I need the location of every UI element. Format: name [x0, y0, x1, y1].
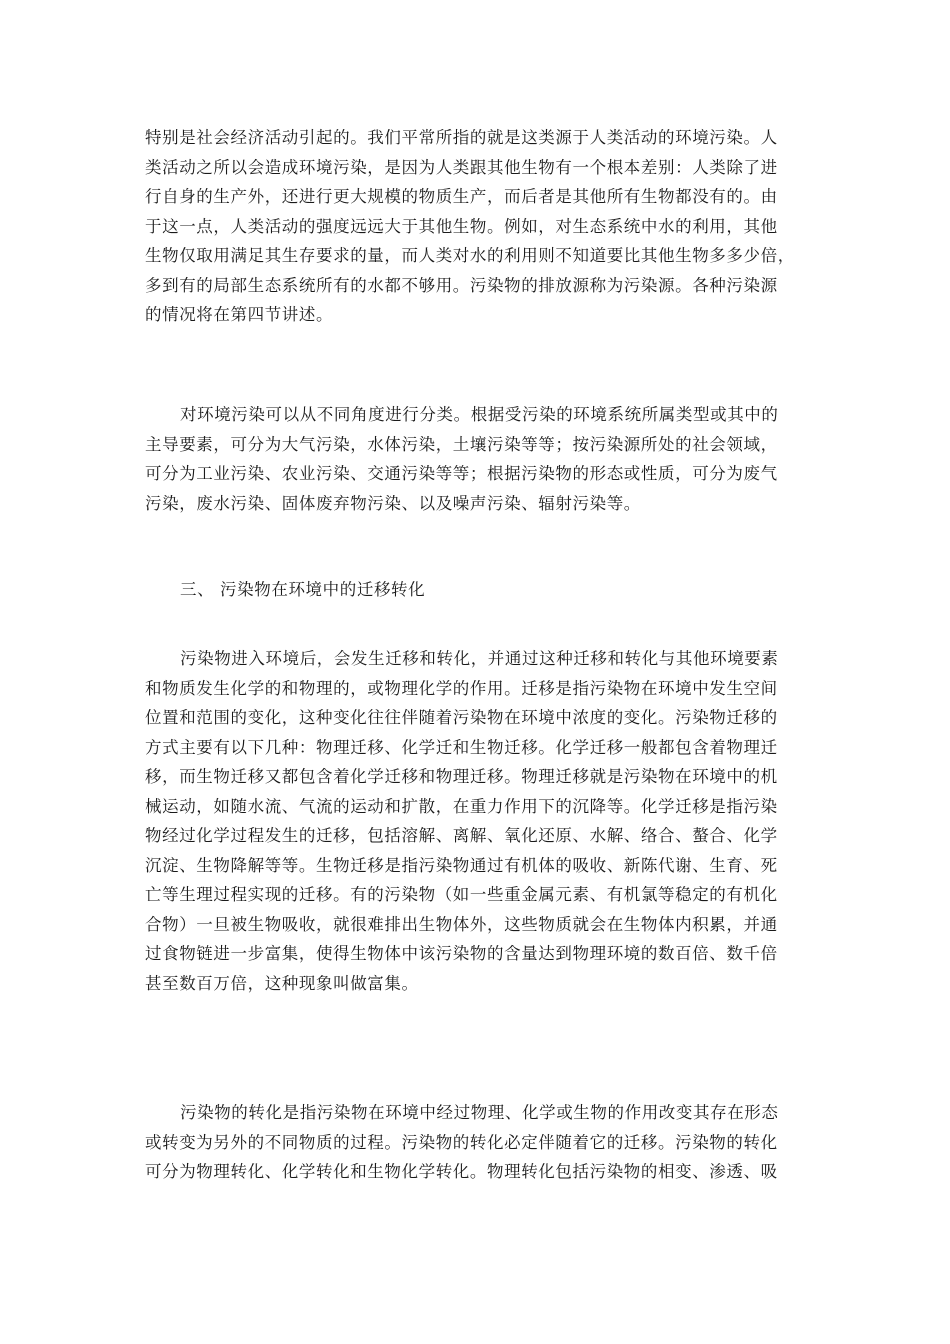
text-line: 过食物链进一步富集，使得生物体中该污染物的含量达到物理环境的数百倍、数千倍 [145, 944, 778, 963]
text-line: 的情况将在第四节讲述。 [145, 305, 334, 324]
text-line: 械运动，如随水流、气流的运动和扩散，在重力作用下的沉降等。化学迁移是指污染 [145, 796, 778, 816]
text-line: 沉淀、生物降解等等。生物迁移是指污染物通过有机体的吸收、新陈代谢、生育、死 [145, 855, 778, 875]
text-line: 行自身的生产外，还进行更大规模的物质生产，而后者是其他所有生物都没有的。由 [145, 187, 778, 206]
section-heading-text: 三、 污染物在环境中的迁移转化 [180, 580, 426, 599]
text-line: 生物仅取用满足其生存要求的量，而人类对水的利用则不知道要比其他生物多多少倍， [145, 246, 795, 265]
text-line: 和物质发生化学的和物理的，或物理化学的作用。迁移是指污染物在环境中发生空间 [145, 678, 778, 698]
text-line: 主导要素，可分为大气污染，水体污染，土壤污染等等；按污染源所处的社会领域， [145, 434, 778, 454]
paragraph-pollutant-transformation [145, 1098, 805, 1187]
paragraph-pollutant-migration [145, 644, 805, 998]
paragraph-pollution-sources [145, 123, 805, 330]
text-line: 甚至数百万倍，这种现象叫做富集。 [145, 973, 419, 993]
text-line: 对环境污染可以从不同角度进行分类。根据受污染的环境系统所属类型或其中的 [180, 405, 779, 424]
text-line: 位置和范围的变化，这种变化往往伴随着污染物在环境中浓度的变化。污染物迁移的 [145, 708, 778, 727]
text-line: 于这一点，人类活动的强度远远大于其他生物。例如，对生态系统中水的利用，其他 [145, 216, 778, 236]
paragraph-pollution-classification [145, 400, 805, 518]
text-line: 或转变为另外的不同物质的过程。污染物的转化必定伴随着它的迁移。污染物的转化 [145, 1132, 778, 1152]
text-line: 物经过化学过程发生的迁移，包括溶解、离解、氧化还原、水解、络合、螯合、化学 [145, 826, 778, 845]
text-line: 移，而生物迁移又都包含着化学迁移和物理迁移。物理迁移就是污染物在环境中的机 [145, 767, 778, 786]
text-line: 可分为物理转化、化学转化和生物化学转化。物理转化包括污染物的相变、渗透、吸 [145, 1162, 778, 1181]
text-line: 方式主要有以下几种：物理迁移、化学迁和生物迁移。化学迁移一般都包含着物理迁 [145, 737, 778, 757]
text-line: 污染物的转化是指污染物在环境中经过物理、化学或生物的作用改变其存在形态 [180, 1103, 779, 1122]
text-line: 亡等生理过程实现的迁移。有的污染物（如一些重金属元素、有机氯等稳定的有机化 [145, 885, 778, 904]
text-line: 类活动之所以会造成环境污染，是因为人类跟其他生物有一个根本差别：人类除了进 [145, 157, 778, 177]
text-line: 污染物进入环境后，会发生迁移和转化，并通过这种迁移和转化与其他环境要素 [180, 649, 779, 668]
text-line: 合物）一旦被生物吸收，就很难排出生物体外，这些物质就会在生物体内积累，并通 [145, 914, 778, 934]
text-line: 污染，废水污染、固体废弃物污染、以及噪声污染、辐射污染等。 [145, 493, 641, 513]
text-line: 特别是社会经济活动引起的。我们平常所指的就是这类源于人类活动的环境污染。人 [145, 128, 778, 147]
section-heading [145, 575, 805, 605]
text-line: 可分为工业污染、农业污染、交通污染等等；根据污染物的形态或性质，可分为废气 [145, 464, 778, 483]
text-line: 多到有的局部生态系统所有的水都不够用。污染物的排放源称为污染源。各种污染源 [145, 275, 778, 295]
